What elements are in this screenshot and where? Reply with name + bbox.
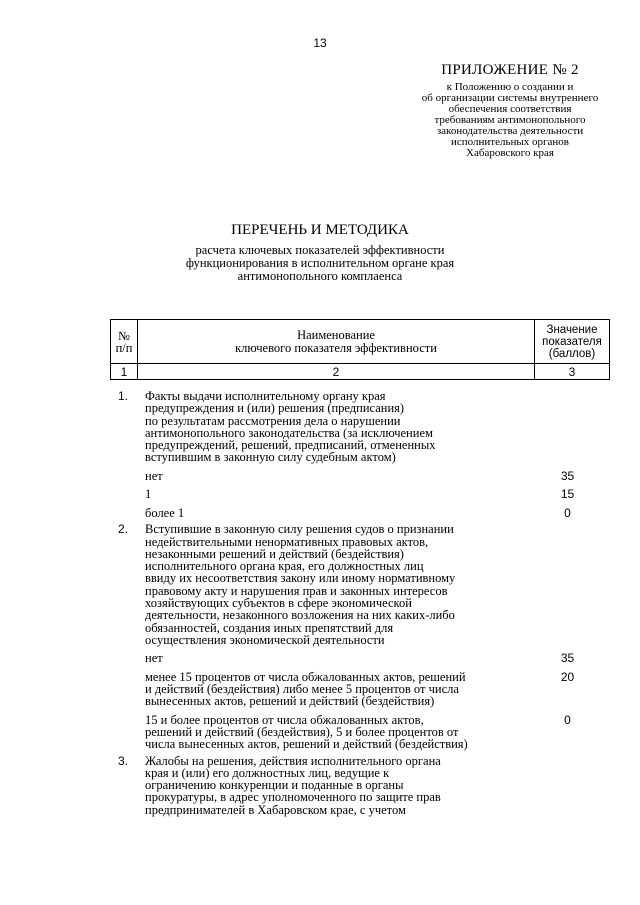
indicator-text-line: ввиду их несоответствия закону или иному нормативному bbox=[145, 571, 456, 586]
option-score: 20 bbox=[560, 669, 575, 684]
document-title: ПЕРЕЧЕНЬ И МЕТОДИКА bbox=[231, 222, 409, 238]
option-text-line: нет bbox=[145, 651, 163, 666]
page-number: 13 bbox=[313, 36, 327, 50]
header-number-line: п/п bbox=[115, 340, 133, 355]
indicator-row bbox=[110, 523, 610, 646]
indicator-text-line: Жалобы на решения, действия исполнительного органа bbox=[145, 753, 441, 768]
option-score: 35 bbox=[560, 468, 575, 483]
indicator-text-line: обязанностей, создания иных препятствий для bbox=[145, 620, 394, 635]
option-score: 0 bbox=[564, 505, 571, 520]
appendix-line: об организации системы внутреннего bbox=[421, 92, 599, 104]
indicator-row bbox=[110, 390, 610, 464]
option-row bbox=[110, 488, 610, 501]
subtitle-line: расчета ключевых показателей эффективности bbox=[195, 243, 445, 257]
indicator-text bbox=[145, 390, 525, 464]
option-text-line: вынесенных актов, решений и действий (бездействия) bbox=[145, 694, 435, 709]
option-text-line: нет bbox=[145, 468, 163, 483]
option-score: 0 bbox=[564, 712, 571, 727]
option-row bbox=[110, 652, 610, 665]
indicator-text-line: прокуратуры, в адрес уполномоченного по защите прав bbox=[145, 790, 441, 805]
indicator-text-line: вступившим в законную силу судебным актом) bbox=[145, 450, 396, 465]
option-text-line: 15 и более процентов от числа обжалованных актов, bbox=[145, 712, 424, 727]
option-text bbox=[145, 714, 525, 751]
option-text bbox=[145, 507, 525, 519]
option-text-line: и действий (бездействия) либо менее 5 процентов от числа bbox=[145, 682, 459, 697]
indicator-number: 1. bbox=[118, 389, 129, 403]
document-subtitle bbox=[0, 244, 640, 283]
option-text bbox=[145, 470, 525, 482]
header-name-line: Наименование bbox=[297, 327, 375, 342]
indicator-text-line: ограничению конкуренции и поданные в органы bbox=[145, 778, 404, 793]
option-text-line: решений и действий (бездействия), 5 и более процентов от bbox=[145, 724, 459, 739]
indicator-text-line: края и (или) его должностных лиц, ведущие к bbox=[145, 765, 390, 780]
option-text-line: более 1 bbox=[145, 505, 185, 520]
indicator-item bbox=[110, 390, 610, 519]
option-row bbox=[110, 470, 610, 483]
option-text bbox=[145, 652, 525, 664]
appendix-line: к Положению о создании и bbox=[446, 81, 574, 93]
option-text-line: 1 bbox=[145, 487, 152, 502]
appendix-block bbox=[395, 62, 625, 159]
option-text-line: менее 15 процентов от числа обжалованных актов, решений bbox=[145, 669, 466, 684]
indicator-text-line: Вступившие в законную силу решения судов о признании bbox=[145, 522, 454, 537]
option-score: 35 bbox=[560, 651, 575, 666]
header-name-line: ключевого показателя эффективности bbox=[235, 340, 437, 355]
option-row bbox=[110, 671, 610, 708]
indicator-list bbox=[110, 390, 610, 816]
subtitle-line: антимонопольного комплаенса bbox=[237, 269, 403, 283]
indicator-text-line: исполнительного органа края, его должностных лиц bbox=[145, 559, 424, 574]
option-row bbox=[110, 507, 610, 520]
appendix-line: обеспечения соответствия bbox=[448, 103, 572, 115]
indicator-text-line: по результатам рассмотрения дела о нарушении bbox=[145, 413, 401, 428]
option-score: 15 bbox=[560, 487, 575, 502]
indicator-item bbox=[110, 755, 610, 816]
indicator-text-line: антимонопольного законодательства (за исключением bbox=[145, 425, 433, 440]
appendix-title: ПРИЛОЖЕНИЕ № 2 bbox=[441, 62, 579, 78]
indicator-text-line: предупреждения и (или) решения (предписания) bbox=[145, 401, 405, 416]
indicator-number: 2. bbox=[118, 522, 129, 537]
indicator-text-line: недействительными ненормативных правовых актов, bbox=[145, 534, 429, 549]
column-index: 1 bbox=[111, 364, 138, 380]
header-value-line: (баллов) bbox=[548, 347, 596, 360]
column-index: 3 bbox=[535, 364, 610, 380]
option-row bbox=[110, 714, 610, 751]
appendix-line: исполнительных органов bbox=[451, 136, 569, 148]
header-name-cell bbox=[138, 320, 535, 364]
header-value-line: Значение bbox=[546, 323, 598, 336]
indicator-text-line: осуществления экономической деятельности bbox=[145, 632, 385, 647]
indicator-text-line: правовому акту и нарушения прав и законных интересов bbox=[145, 583, 448, 598]
subtitle-line: функционирования в исполнительном органе края bbox=[185, 256, 455, 270]
column-index: 2 bbox=[138, 364, 535, 380]
header-number-line: № bbox=[118, 328, 130, 343]
appendix-line: законодательства деятельности bbox=[436, 125, 584, 137]
header-number-cell bbox=[111, 320, 138, 364]
indicator-text bbox=[145, 755, 525, 816]
appendix-line: требованиям антимонопольного bbox=[434, 114, 586, 126]
indicator-text-line: незаконными решений и действий (бездействия) bbox=[145, 546, 404, 561]
indicator-number: 3. bbox=[118, 753, 129, 768]
option-text bbox=[145, 671, 525, 708]
header-value-cell bbox=[535, 320, 610, 364]
indicator-text-line: Факты выдачи исполнительному органу края bbox=[145, 389, 386, 403]
indicator-text bbox=[145, 523, 525, 646]
indicator-text-line: хозяйствующих субъектов в сфере экономической bbox=[145, 596, 412, 611]
option-text bbox=[145, 488, 525, 500]
indicator-text-line: деятельности, незаконного возложения на них каких-либо bbox=[145, 608, 455, 623]
table-header bbox=[110, 319, 610, 380]
indicator-text-line: предупреждений, решений, предписаний, отмененных bbox=[145, 438, 436, 453]
indicator-text-line: предпринимателей в Хабаровском крае, с учетом bbox=[145, 802, 406, 817]
option-text-line: числа вынесенных актов, решений и действий (бездействия) bbox=[145, 737, 468, 752]
appendix-line: Хабаровского края bbox=[466, 147, 554, 159]
header-value-line: показателя bbox=[542, 335, 602, 348]
indicator-item bbox=[110, 523, 610, 750]
indicator-row bbox=[110, 755, 610, 816]
